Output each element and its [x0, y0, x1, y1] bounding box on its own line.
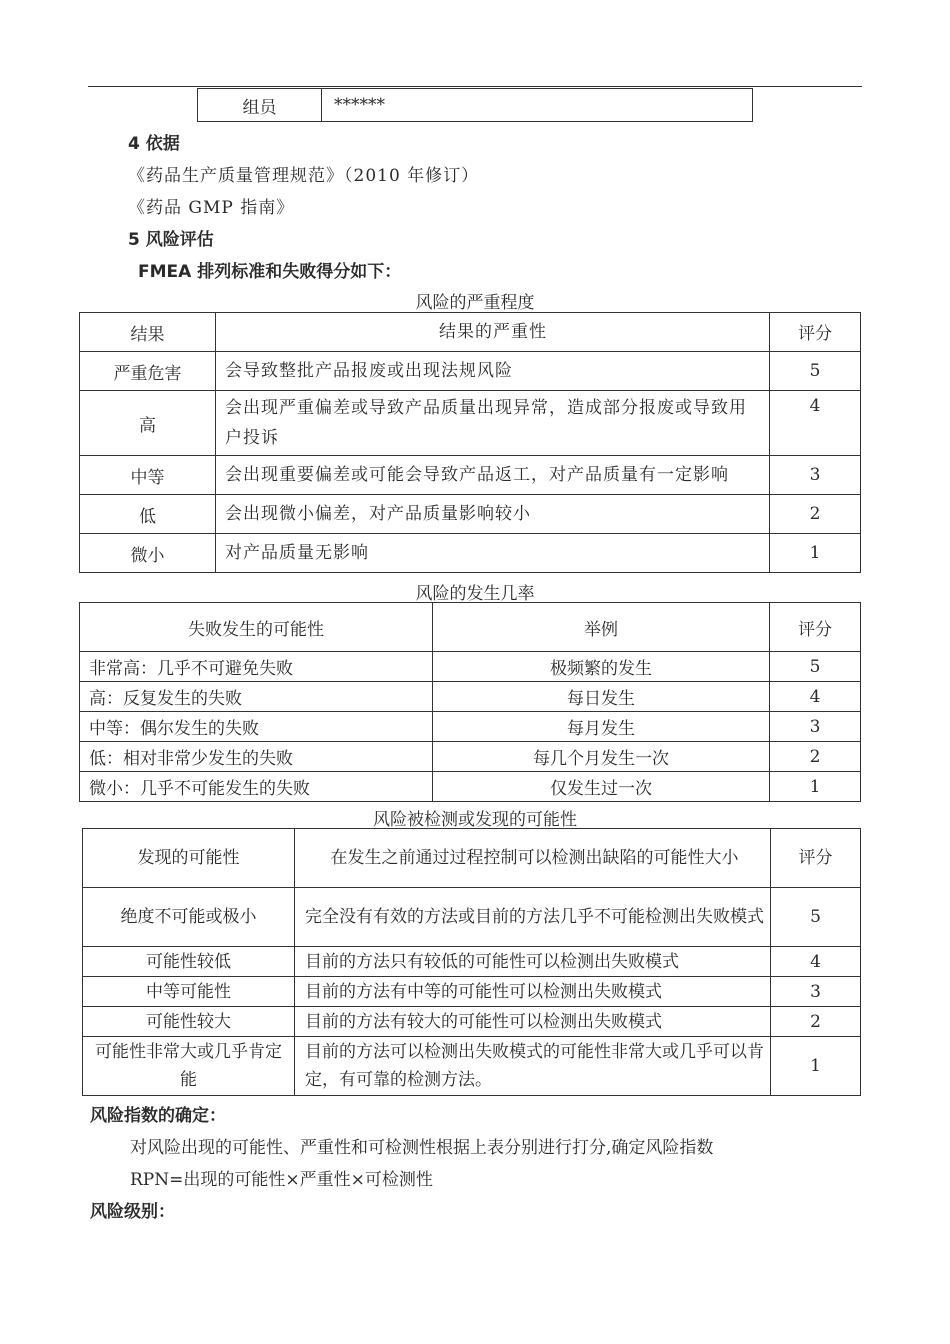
table-header-row	[80, 313, 861, 352]
severity-desc: 会出现重要偏差或可能会导致产品返工，对产品质量有一定影响	[216, 456, 770, 495]
risk-level-heading: 风险级别：	[90, 1202, 175, 1222]
table-row	[80, 391, 861, 456]
detection-score: 3	[771, 977, 861, 1007]
severity-score: 5	[770, 352, 861, 391]
detection-desc: 目前的方法可以检测出失败模式的可能性非常大或几乎可以肯定，有可靠的检测方法。	[295, 1037, 771, 1096]
table-row	[80, 652, 861, 682]
severity-result: 严重危害	[80, 352, 216, 391]
occurrence-caption: 风险的发生几率	[415, 584, 535, 604]
severity-score: 1	[770, 534, 861, 573]
table-row	[80, 682, 861, 712]
detection-caption: 风险被检测或发现的可能性	[373, 810, 577, 830]
table-header-row	[80, 603, 861, 652]
reference-2: 《药品 GMP 指南》	[128, 198, 295, 218]
header-severity: 结果的严重性	[216, 313, 770, 352]
table-row	[80, 742, 861, 772]
rpn-description: 对风险出现的可能性、严重性和可检测性根据上表分别进行打分,确定风险指数	[130, 1138, 714, 1158]
occurrence-example: 每日发生	[433, 682, 770, 712]
occurrence-example: 极频繁的发生	[433, 652, 770, 682]
detection-desc: 目前的方法只有较低的可能性可以检测出失败模式	[295, 947, 771, 977]
header-likelihood: 失败发生的可能性	[80, 603, 433, 652]
detection-score: 4	[771, 947, 861, 977]
table-row	[80, 495, 861, 534]
table-row	[83, 977, 861, 1007]
severity-score: 3	[770, 456, 861, 495]
header-score: 评分	[771, 829, 861, 888]
occurrence-likelihood: 高：反复发生的失败	[80, 682, 433, 712]
severity-result: 中等	[80, 456, 216, 495]
severity-desc: 会出现严重偏差或导致产品质量出现异常，造成部分报废或导致用户投诉	[216, 391, 770, 456]
occurrence-score: 4	[770, 682, 861, 712]
detection-score: 1	[771, 1037, 861, 1096]
detection-desc: 目前的方法有较大的可能性可以检测出失败模式	[295, 1007, 771, 1037]
detection-score: 2	[771, 1007, 861, 1037]
table-row	[198, 89, 753, 122]
detection-score: 5	[771, 888, 861, 947]
occurrence-example: 每月发生	[433, 712, 770, 742]
severity-result: 微小	[80, 534, 216, 573]
occurrence-example: 每几个月发生一次	[433, 742, 770, 772]
occurrence-score: 2	[770, 742, 861, 772]
occurrence-score: 1	[770, 772, 861, 802]
table-row	[80, 712, 861, 742]
occurrence-example: 仅发生过一次	[433, 772, 770, 802]
occurrence-score: 5	[770, 652, 861, 682]
member-label: 组员	[198, 89, 322, 122]
header-rule	[88, 86, 862, 87]
header-score: 评分	[770, 313, 861, 352]
table-row	[80, 534, 861, 573]
detection-desc: 目前的方法有中等的可能性可以检测出失败模式	[295, 977, 771, 1007]
member-table	[197, 88, 753, 122]
severity-caption: 风险的严重程度	[415, 293, 535, 313]
occurrence-score: 3	[770, 712, 861, 742]
severity-score: 4	[770, 391, 861, 456]
occurrence-likelihood: 微小：几乎不可能发生的失败	[80, 772, 433, 802]
detection-table	[82, 828, 861, 1096]
header-example: 举例	[433, 603, 770, 652]
table-row	[80, 352, 861, 391]
detection-level: 可能性较大	[83, 1007, 295, 1037]
severity-score: 2	[770, 495, 861, 534]
table-row	[83, 1037, 861, 1096]
detection-level: 绝度不可能或极小	[83, 888, 295, 947]
severity-desc: 会出现微小偏差，对产品质量影响较小	[216, 495, 770, 534]
occurrence-likelihood: 中等：偶尔发生的失败	[80, 712, 433, 742]
detection-level: 可能性非常大或几乎肯定能	[83, 1037, 295, 1096]
table-header-row	[83, 829, 861, 888]
header-score: 评分	[770, 603, 861, 652]
detection-desc: 完全没有有效的方法或目前的方法几乎不可能检测出失败模式	[295, 888, 771, 947]
severity-result: 低	[80, 495, 216, 534]
severity-desc: 会导致整批产品报废或出现法规风险	[216, 352, 770, 391]
severity-table	[79, 312, 861, 573]
occurrence-table	[79, 602, 861, 802]
fmea-intro: FMEA 排列标准和失败得分如下：	[138, 262, 402, 282]
table-row	[80, 772, 861, 802]
rpn-heading: 风险指数的确定：	[90, 1106, 226, 1126]
table-row	[83, 1007, 861, 1037]
rpn-formula: RPN=出现的可能性×严重性×可检测性	[130, 1170, 433, 1190]
reference-1: 《药品生产质量管理规范》（2010 年修订）	[128, 166, 480, 186]
header-detection-desc: 在发生之前通过过程控制可以检测出缺陷的可能性大小	[295, 829, 771, 888]
detection-level: 可能性较低	[83, 947, 295, 977]
header-detectability: 发现的可能性	[83, 829, 295, 888]
detection-level: 中等可能性	[83, 977, 295, 1007]
severity-desc: 对产品质量无影响	[216, 534, 770, 573]
severity-result: 高	[80, 391, 216, 456]
table-row	[80, 456, 861, 495]
table-row	[83, 888, 861, 947]
occurrence-likelihood: 非常高：几乎不可避免失败	[80, 652, 433, 682]
member-value: ******	[322, 89, 753, 122]
section-4-heading: 4 依据	[128, 134, 180, 154]
table-row	[83, 947, 861, 977]
header-result: 结果	[80, 313, 216, 352]
section-5-heading: 5 风险评估	[128, 230, 214, 250]
occurrence-likelihood: 低：相对非常少发生的失败	[80, 742, 433, 772]
